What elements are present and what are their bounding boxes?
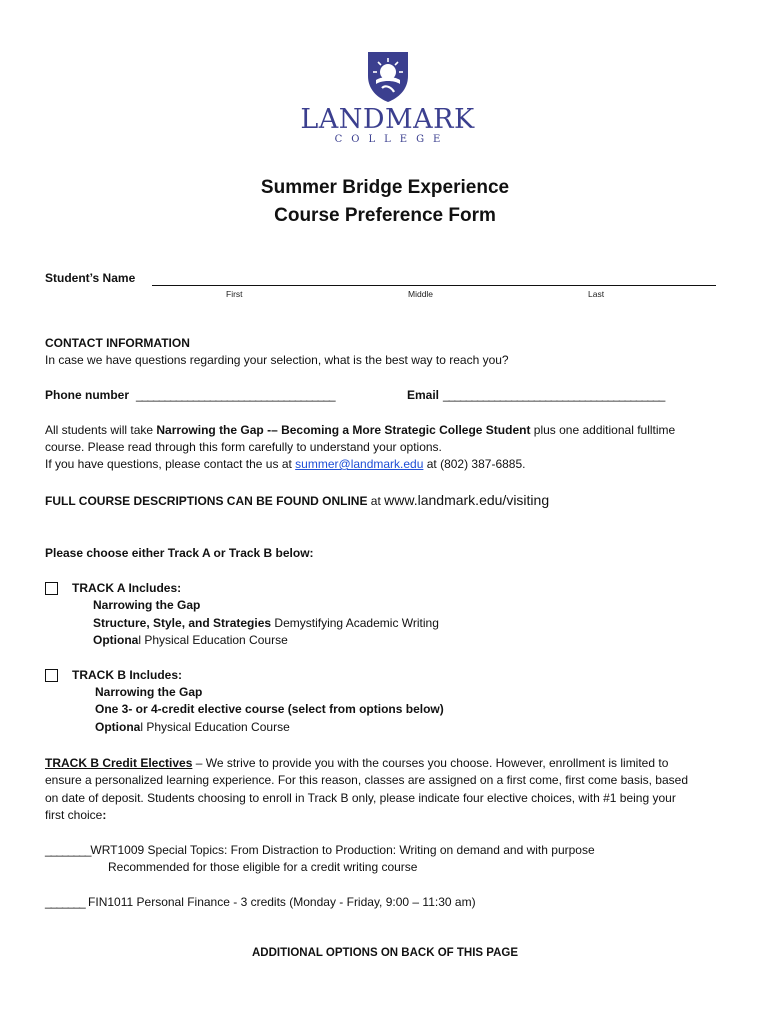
shield-emblem-icon <box>366 50 410 104</box>
online-at: at <box>367 494 385 508</box>
middle-name-caption: Middle <box>408 289 434 299</box>
first-name-caption: First <box>226 289 243 299</box>
track-b-checkbox[interactable] <box>45 669 58 682</box>
electives-text: – We strive to provide you with the courses you choose. However, enrollment is limited to <box>192 756 669 770</box>
logo-wordmark: LANDMARK <box>300 104 475 135</box>
college-logo <box>300 50 475 150</box>
course-note: Recommended for those eligible for a credit writing course <box>108 860 418 874</box>
track-a-pe-desc: l Physical Education Course <box>138 633 288 647</box>
phone-field[interactable]: ___________________________________ <box>136 388 335 402</box>
student-name-label: Student’s Name <box>45 271 136 285</box>
contact-question: In case we have questions regarding your selection, what is the best way to reach you? <box>45 353 509 367</box>
summer-email-link[interactable]: summer@landmark.edu <box>295 457 424 471</box>
form-title-line2: Course Preference Form <box>274 205 496 226</box>
course-rank-field[interactable]: ________ <box>45 843 91 857</box>
logo-subtitle: COLLEGE <box>334 134 450 145</box>
intro-text: All students will take <box>45 423 157 437</box>
form-title-line1: Summer Bridge Experience <box>260 177 510 198</box>
course-title: FIN1011 Personal Finance - 3 credits (Monday - Friday, 9:00 – 11:30 am) <box>84 895 476 909</box>
last-name-caption: Last <box>588 289 605 299</box>
track-b-pe-desc: l Physical Education Course <box>140 720 290 734</box>
contact-us-line <box>45 457 525 471</box>
electives-line1 <box>45 756 668 770</box>
student-name-field[interactable] <box>152 285 716 286</box>
electives-line3: on date of deposit. Students choosing to enroll in Track B only, please indicate four elective choices, with #1 being your <box>45 791 676 805</box>
track-b-item-narrowing: Narrowing the Gap <box>95 685 203 699</box>
contact-heading: CONTACT INFORMATION <box>45 336 190 350</box>
intro-line1 <box>45 423 675 437</box>
track-a-optional: Optiona <box>93 633 139 647</box>
intro-text: plus one additional fulltime <box>530 423 676 437</box>
track-a-heading: TRACK A Includes: <box>72 581 182 595</box>
course-rank-field[interactable]: _______ <box>45 895 85 909</box>
electives-text: first choice <box>45 808 103 822</box>
contact-us-phone: at (802) 387-6885. <box>423 457 526 471</box>
course-title: WRT1009 Special Topics: From Distraction to Production: Writing on demand and with purpose <box>90 843 595 857</box>
track-a-writing-title: Structure, Style, and Strategies <box>93 616 272 630</box>
track-b-heading: TRACK B Includes: <box>72 668 183 682</box>
track-a-checkbox[interactable] <box>45 582 58 595</box>
intro-line2: course. Please read through this form carefully to understand your options. <box>45 440 442 454</box>
track-a-item-narrowing: Narrowing the Gap <box>93 598 201 612</box>
email-label: Email <box>407 388 440 402</box>
course-option <box>45 895 476 909</box>
electives-heading: TRACK B Credit Electives <box>45 756 193 770</box>
visiting-url-link[interactable]: www.landmark.edu/visiting <box>384 492 550 508</box>
track-a-item-pe <box>93 633 288 647</box>
electives-line2: ensure a personalized learning experience. For this reason, classes are assigned on a first come, first come basis, based <box>45 773 688 787</box>
back-page-notice: ADDITIONAL OPTIONS ON BACK OF THIS PAGE <box>252 947 518 959</box>
phone-label: Phone number <box>45 388 130 402</box>
track-a-item-writing <box>93 616 439 630</box>
online-descriptions-line <box>45 492 549 508</box>
choose-track-instruction: Please choose either Track A or Track B below: <box>45 546 314 560</box>
online-descriptions-heading: FULL COURSE DESCRIPTIONS CAN BE FOUND ONLINE <box>45 494 368 508</box>
track-b-optional: Optiona <box>95 720 141 734</box>
track-b-item-pe <box>95 720 290 734</box>
course-option <box>45 843 595 857</box>
email-field[interactable]: _______________________________________ <box>443 388 665 402</box>
electives-line4 <box>45 808 106 822</box>
contact-us-text: If you have questions, please contact the us at <box>45 457 296 471</box>
track-b-item-elective: One 3- or 4-credit elective course (select from options below) <box>95 702 444 716</box>
track-a-writing-desc: Demystifying Academic Writing <box>271 616 439 630</box>
electives-colon: : <box>102 808 107 822</box>
required-course-name: Narrowing the Gap -– Becoming a More Strategic College Student <box>156 423 531 437</box>
